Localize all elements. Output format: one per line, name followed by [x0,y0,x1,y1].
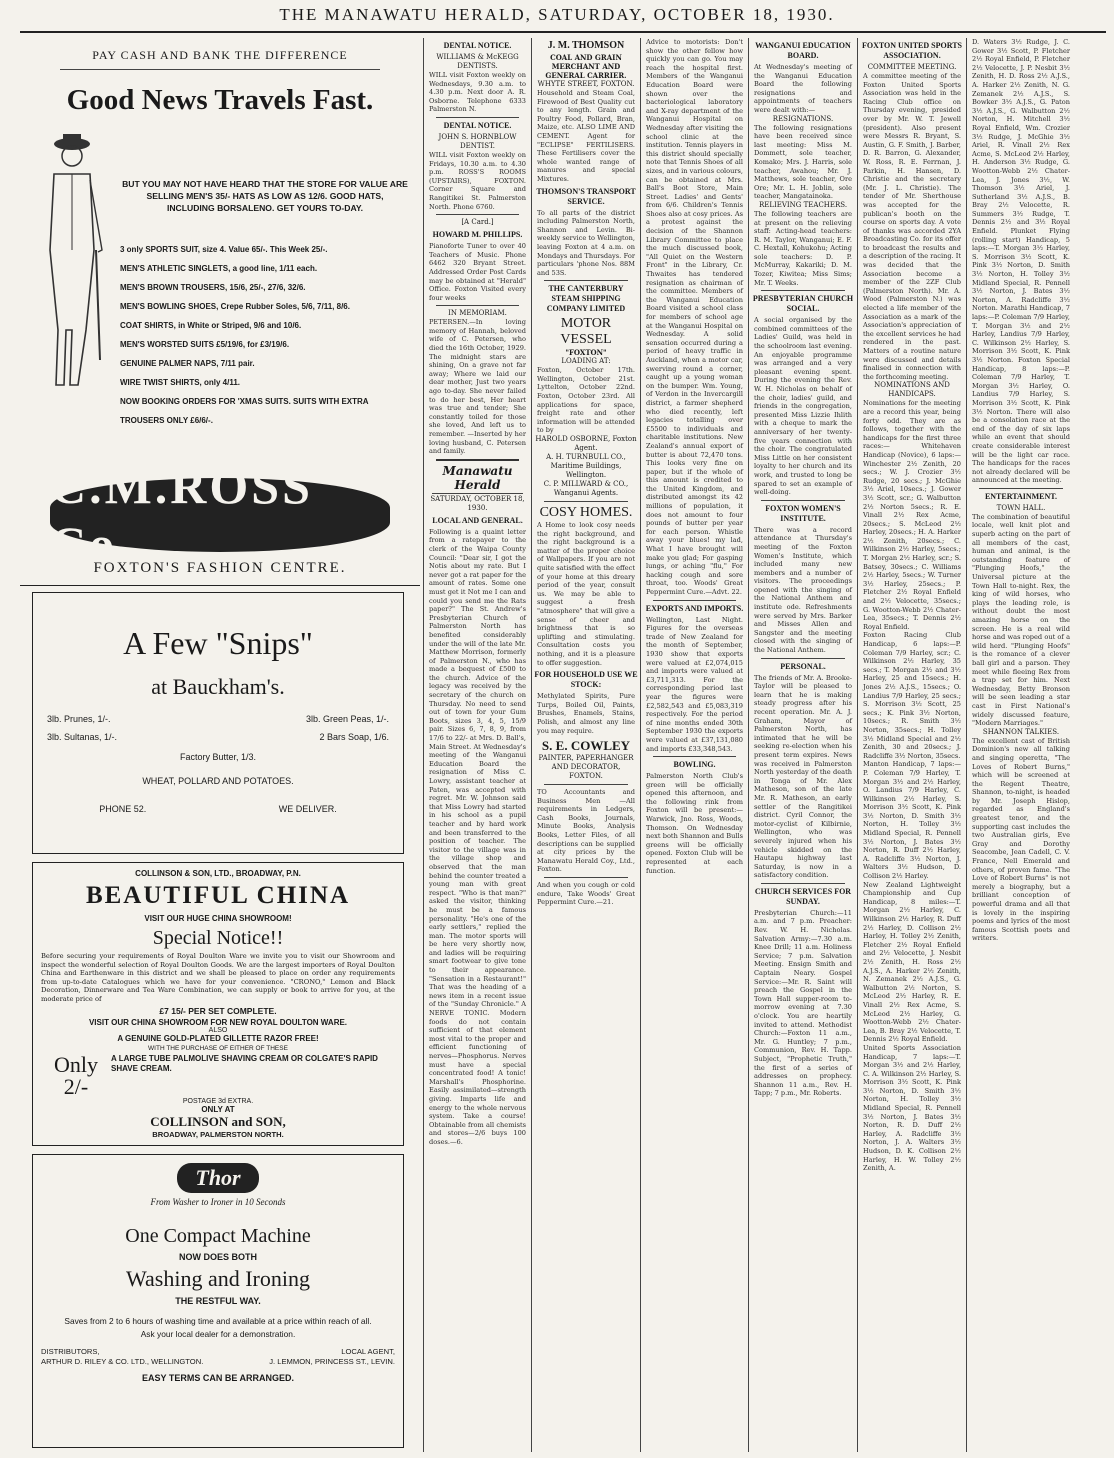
ross-item: WIRE TWIST SHIRTS, only 4/11. [120,378,241,387]
column-6 [751,38,855,1452]
column-rule [423,38,424,1452]
divider [544,877,628,878]
divider [60,69,380,70]
thor-washing-ironing: Washing and Ironing [126,1266,310,1291]
bauckham-item: 3lb. Green Peas, 1/-. [305,714,389,724]
column-3 [426,38,529,1452]
ross-item: MEN'S BOWLING SHOES, Crepe Rubber Soles, 5/6, 7/11, 8/6. [120,302,350,311]
thor-ask: Ask your local dealer for a demonstration. [140,1329,296,1339]
divider [761,500,845,501]
thor-logo [177,1163,258,1193]
thomson-body: Household and Steam Coal, Firewood of Best Quality cut to any length. Grain and Poultry Food, Pollard, Bran, Maize, etc. ALSO LIME AND CEMENT. Agent for "ECLIPSE" FERTILISERS. These Fertilisers cover the whole wanted range of manures and special Mixtures. [537,89,635,183]
divider [544,280,628,281]
united-body: United Sports Association Handicap, 7 laps:—T. Morgan 3½ and 2½ Harley, C. A. Wilkinson 2½ Harley, S. Morrison 3½ Scott, K. Pink 3½ Norton, D. Smith 3½ Norton, H. Tolley 3½ Midland Special, R. Pennell 3½ Norton, J. Bates 3½ Norton, R. D. Duff 2½ Harley, A. Radcliffe 3½ Norton, J. A. Walters 3½ Hudson, D. K. Collison 2½ Harley, H. W. Tolley 2½ Zenith, A. [863,1043,961,1173]
collinson-postage: POSTAGE 3d EXTRA. [182,1097,254,1105]
collinson-also: ALSO [208,1026,228,1034]
millward: C. P. MILLWARD & CO., Wanganui Agents. [543,480,629,498]
divider [653,600,736,601]
thor-distributors [41,1347,211,1367]
church-body: Presbyterian Church:—11 a.m. and 7 p.m. Preacher: Rev. W. H. Nicholas. Salvation Army:—7.30 a.m. Knee Drill; 11 a.m. Holiness Service; 7 p.m. Salvation Meeting. Ensign Smith and Captain Neary. Gospel Service:—Mr. R. Saint will preach the Gospel in the Town Hall supper-room to-morrow evening at 7.30 o'clock. You are heartily invited to attend. Methodist Church:—Foxton 11 a.m., Mr. G. Huntley; 7 p.m., Communion, Rev. H. Tapp. Subject, "Prophetic Truth," the first of a series of addresses on prophecy. Shannon 11 a.m., Rev. H. Tapp; 7 p.m., Mr. Roberts. [754,908,852,1098]
collinson-offer: A LARGE TUBE PALMOLIVE SHAVING CREAM OR COLGATE'S RAPID SHAVE CREAM. [111,1053,378,1073]
dental-notice-1-firm: WILLIAMS & McKEGG DENTISTS. [436,53,519,70]
transport-head: THOMSON'S TRANSPORT SERVICE. [536,186,636,206]
column-7 [860,38,964,1452]
collinson-only: Only [54,1051,98,1077]
column-4 [534,38,638,1452]
committee-head: COMMITTEE MEETING. [867,63,957,71]
phillips-name: HOWARD M. PHILLIPS. [432,230,523,240]
turnbull: A. H. TURNBULL CO., Maritime Buildings, Wellington. [546,453,626,480]
wanganui-body: At Wednesday's meeting of the Wanganui Education Board the following resignations and appointments of teachers were dealt with:— [754,63,852,114]
thor-terms: EASY TERMS CAN BE ARRANGED. [141,1373,294,1383]
divider [544,784,628,785]
bowling-body: Palmerston North Club's green will be officially opened this afternoon, and the following rink from Foxton will be present:—Warwick, Jno. Ross, Woods, Thomson. On Wednesday next both Shannon and Bulls greens will be officially opened. Foxton Club will be represented at each function. [646,772,743,875]
column-rule [531,38,532,1452]
memoriam-head: IN MEMORIAM. [448,309,507,318]
ads-column [20,38,420,1452]
sports-body: A committee meeting of the Foxton United Sports Association was held in the Racing Club office on Thursday evening, presided over by Mr. W. T. Jewell (president). Also present were Messrs R. Bryant, S. Austin, G. F. Smith, J. Barber, D. R. Barron, G. Alexander, W. Ross, R. E. Ferrnan, J. Parkin, H. Hansen, D. Christie and the secretary (Mr. J. L. Christie). The tender of Mr. Sherthouse was accepted for the publican's booth on the course on sports day. A vote of thanks was accorded 2YA Broadcasting Co. for its offer to broadcast the results and a description of the racing. It was decided that the Association become a member of the 2ZF Club (Palmerston North). Mr. A. Wood (Palmerston N.) was elected a life member of the Association as a mark of the Association's appreciation of the excellent services he had rendered in the past. Matters of a routine nature were discussed and details finalised in connection with the forthcoming meeting. [863,72,961,381]
cough-notice: And when you cough or cold endure, Take Woods' Great Peppermint Cure.—21. [537,881,635,907]
collinson-advert [32,862,404,1146]
wanganui-head: WANGANUI EDUCATION BOARD. [755,41,851,60]
collinson-with: WITH THE PURCHASE OF EITHER OF THESE [148,1044,288,1052]
womens-institute-body: There was a record attendance at Thursday's meeting of the Foxton Women's Institute, which included many new members and a number of visitors. The proceedings opened with the singing of the National Anthem and institute ode. Refreshments were served by Mrs. Barker and Misses Allen and Sangster and the meeting closed with the singing of the National Anthem. [754,525,852,655]
racing-club-body: Foxton Racing Club Handicap, 6 laps:—P. Coleman 7/9 Harley, scr.; C. Wilkinson 2½ Harley, 35 secs.; T. Morgan 2½ and 3½ Harley, 25 and 15secs.; H. Jones 2½ A.J.S., 15secs.; O. Landius 7/9 Harley, 25 secs.; S. Morrison 3½ Scott, 25 secs.; K. Pink 3½ Norton, 10secs.; R. Smith 3½ Norton, 35secs.; H. Tolley 3½ Midland Special and 2½ Zenith, 30 and 20secs.; J. Radcliffe 3½ Norton, 35secs. [863,631,961,760]
bauckham-headline: A Few "Snips" [123,625,313,661]
ross-advert [20,38,420,586]
bauckham-deliver: WE DELIVER. [278,804,337,814]
memoriam-body: PETERSEN.—In loving memory of Hannah, beloved wife of C. Petersen, who died the 16th October, 1929. The midnight stars are shining, On a grave not far away; Where we laid our dear mother, Just two years ago to-day. She never failed to do her best, Her heart was true and tender; She constantly toiled for those she loved, And left us to remember. —Inserted by her loving husband, C. Petersen and family. [429,318,526,456]
ross-tagline: FOXTON'S FASHION CENTRE. [93,560,347,576]
household-body: Methylated Spirits, Pure Turps, Boiled Oil, Paints, Brushes, Enamels, Stains, Polish, and almost any line you may require. [537,692,635,735]
ross-advert-items [120,240,410,430]
thor-body: Saves from 2 to 6 hours of washing time and available at a price within reach of all. [64,1316,372,1326]
collinson-price: £7 15/- PER SET COMPLETE. [159,1005,277,1016]
collinson-price2: 2/- [63,1073,89,1099]
divider [436,214,519,215]
thomson-name: J. M. THOMSON [547,40,625,51]
ross-item: GENUINE PALMER NAPS, 7/11 pair. [120,359,255,368]
bauckham-item: 3lb. Prunes, 1/-. [47,714,111,724]
relieving-body: The following teachers are at present on the relieving staff: Acting-head teachers: R. M. Taylor, Wanganui; E. F. C. Hextall, Kohukohu; Acting sole teachers: D. P. McMurray, Kakariki; D. M. Tozer, Kiwitea; Miss Sims; Mr. T. Weeks. [754,209,852,287]
thor-advert [32,1154,404,1448]
nominations-head: NOMINATIONS AND HANDICAPS. [874,381,950,399]
accountants-notice: TO Accountants and Business Men —All requirements in Ledgers, Cash Books, Journals, Minute Books, Analysis Books, Letter Files, of all descriptions can be supplied at city prices by the Manawatu Herald Coy., Ltd., Foxton. [537,788,635,874]
exports-head: EXPORTS AND IMPORTS. [645,603,744,613]
ross-item: MEN'S BROWN TROUSERS, 15/6, 25/-, 27/6, 32/6. [120,283,306,292]
town-hall-body: The combination of beautiful locale, well knit plot and superb acting on the part of all members of the cast, human and animal, is the outstanding feature of "Plunging Hoofs," the Universal picture at the Town Hall to-night. Rex, the king of wild horses, who plays the leading role, is without doubt the most amazing horse on the screen. He is a real wild horse and was roped out of a wild herd. "Plunging Hoofs" is the romance of a clever ball girl and a parson. They meet while fleeing Rex from a trap set for him. Next Wednesday, Betty Bronson will be seen leading a star cast in First National's widely discussed feature, "Modern Marriages." [972,512,1070,728]
divider [436,305,519,306]
resignations-body: The following resignations have been received since last meeting: Miss M. Dommett, sole teacher, Komako; Mrs. J. Harris, sole teacher, Awahou; Mr. J. Matthews, sole teacher, Ore Ore; Mr. L. H. Joblin, sole teacher, Mangatainoka. [754,123,852,201]
thor-logo-block [41,1159,395,1221]
column-8-body: D. Waters 3½ Rudge, J. C. Gower 3½ Scott, P. Fletcher 2½ Royal Enfield, P. Fletcher 2½ Velocette, J. P. Nesbit 3½ Zenith, H. D. Ross 2½ A.J.S., A. Harker 2½ Zenith, N. G. Zemanek 2½ A.J.S., S. Bowker 3½ A.J.S., G. Paton 3½ A.J.S., G. Walbutton 2½ Norton, H. Mitchell 3½ Royal Enfield, Wm. Crozier 3½ Rudge, J. McGhie 3½ Ariel, R. Vinall 2½ Rex Acme, S. McLeod 2½ Harley, H. Anderson 3½ Rudge, G. Wootton-Webb 2½ Chater-Lea, J. Jones 3½, W. Thomson 3½ Ariel, J. Sutherland 3½ A.J.S., B. Bray 2½ Velocette, R. Summers 3½ Rudge, T. Dennis 2½ and 3½ Royal Enfield. Plunket Flying (rolling start) Handicap, 5 laps:—T. Morgan 3½ Harley, S. Morrison 3½ Scott, K. Pink 3½ Norton, D. Smith 3½ Norton, H. Tolley 3½ Midland Special, R. Pennell 3½ Norton, J. Bates 3½ Norton, A. Radcliffe 3½ Norton. Marathi Handicap, 7 laps:—P. Coleman 7/9 Harley, T. Morgan 3½ and 2½ Harley, Landius 7/9 Harley, C. Wilkinson 2½ Harley, S. Morrison 3½ Scott, K. Pink 3½ Norton. Foxton Special Handicap, 8 laps:—P. Coleman 7/9 Harley, T. Morgan 3½ Harley, O. Landius 7/9 Harley, S. Morrison 3½ Scott, K. Pink 3½ Norton. There will also be a consolation race at the end of the day of six laps while an event that should create considerable interest will be the light car race. The handicaps for the races not already declared will be announced at the meeting. [972,38,1070,485]
masthead-title: THE MANAWATU HERALD, SATURDAY, OCTOBER 18, 1930. [279,5,835,24]
ross-item: MEN'S ATHLETIC SINGLETS, a good line, 1/11 each. [120,264,318,273]
loading-body: Foxton, October 17th. Wellington, October 21st. Lyttelton, October 22nd. Foxton, October 23rd. All applications for space, freight rate and other information will be attended to by [537,366,635,435]
cowley-sub: PAINTER, PAPERHANGER AND DECORATOR, FOXTON. [538,754,634,781]
ross-item: 3 only SPORTS SUIT, size 4. Value 65/-. This Week 25/-. [120,245,328,254]
bauckham-item: 2 Bars Soap, 1/6. [319,732,389,742]
relieving-head: RELIEVING TEACHERS. [758,200,848,209]
ross-item: MEN'S WORSTED SUITS £5/19/6, for £3/19/6. [120,340,290,349]
bauckham-row [33,714,403,724]
thomson-sub: COAL AND GRAIN MERCHANT AND GENERAL CARRIER. [545,53,627,80]
dental-notice-2-head: DENTAL NOTICE. [443,120,512,130]
presbyterian-body: A social organised by the combined committees of the Ladies' Guild, was held in the schoolroom last evening. An enjoyable programme was arranged and a very pleasant evening spent. During the evening the Rev. W. H. Nicholas on behalf of the choir, ladies' guild, and friends in the congregation, presented Miss Lizzie Ihlith with a cheque to mark the anniversary of her twenty-five years connection with the choir. The congratulated Miss Little on her consistent loyalty to her church and its work, and trusted to long be spared to set an example of well-doing. [754,316,852,497]
divider [436,117,519,118]
collinson-razor: A GENUINE GOLD-PLATED GILLETTE RAZOR FREE! [117,1033,319,1043]
column-rule [748,38,749,1452]
ross-advert-intro: BUT YOU MAY NOT HAVE HEARD THAT THE STORE FOR VALUE ARE SELLING MEN'S 35/- HATS AS LOW AS 12/6. GOOD HATS, INCLUDING BORSALENO. GET YOURS TO-DAY. [122,179,408,213]
ross-advert-topline: PAY CASH AND BANK THE DIFFERENCE [92,48,348,62]
thor-agent-label: LOCAL AGENT, [341,1347,395,1356]
bauckham-item: 3lb. Sultanas, 1/-. [47,732,118,742]
collinson-body: Before securing your requirements of Royal Doulton Ware we invite you to visit our Showroom and inspect the wonderful selection of Royal Doulton Goods. We are the largest importers of Royal Doulton China and Earthenware in this district and we shall be pleased to place on order any requirements from up-to-date Catalogues which we have for your convenience. "CRONO," Lemon and Black Decoration, Dinnerware and Tea Ware Combination, we can supply or book to arrive for you, at the moderate price of [41,952,395,1003]
dental-notice-2-firm: JOHN S. HORNBLOW DENTIST. [438,132,517,150]
bauckham-item: WHEAT, POLLARD AND POTATOES. [142,776,294,786]
divider [544,501,628,502]
bowling-head: BOWLING. [673,760,716,770]
ross-logo-text: C.M.ROSS Co [50,458,313,572]
bauckham-row [33,732,403,742]
column-5 [643,38,746,1452]
divider [979,488,1063,489]
local-general-body: Following is a quaint letter from a ratepayer to the clerk of the Waipa County Council: "Dear sir, I got the Notis about my rate. But I never got a rat paper for the amount of rates. Some one must get it Not me I can and could you send me the Rats paper?" The St. Andrew's Presbyterian Church of Palmerston North has benefited considerably under the will of the late Mr. Matthew Morrison, formerly of Palmerston N., who has made a bequest of £500 to the church. Advice of the legacy was received by the secretary of the church on Thursday. No need to send out of town for your Gum Boots, sizes 3, 4, 5, 15/9 pair. Sizes 6, 7, 8, 9, from 17/6 to 22/- at Mrs. D. Ball's, Main Street. At Wednesday's meeting of the Wanganui Education Board the resignation of Miss C. Lowry, assistant teacher at Paten, was accepted with regret. Mr. W. Johnson said that Miss Lowry had started in his school as a pupil teacher and by hard work and been transferred to the position of teacher. The visitor to the village was in the village shop and observed that the man behind the counter treated a young man with great respect. "Who is that man?" asked the visitor, thinking he must be a famous personality. "He's one of the early settlers," replied the man. The motor sports will be here very shortly now, and ladies will be requiring smart footwear to give tone to their appearance. "Sensation in a Restaurant!" That was the heading of a news item in a recent issue of the "Sunday Chronicle." A NERVE TONIC. Modern foods do not contain sufficient of that element most vital to the proper and efficient functioning of nerves—Phosphorus. Nerves must have a special concentrated food! A tonic! Marshall's Phosphorine. Easily assimilated—strength giving. Imparts life and energy to the whole nervous system. Take a course! Obtainable from all chemists and stores—2/6 buys 100 doses.—6. [429,527,526,1146]
ross-item: COAT SHIRTS, in White or Striped, 9/6 and 10/6. [120,321,302,330]
motor-vessel: MOTOR VESSEL [560,316,612,348]
masthead [0,0,1114,34]
bauckham-advert [32,592,404,854]
vessel-name: "FOXTON" [565,348,607,358]
collinson-offer-row [41,1051,395,1099]
exports-body: Wellington, Last Night. Figures for the overseas trade of New Zealand for the month of September, 1930 show that exports were valued at £2,074,015 and imports were valued at £3,711,313. For the corresponding period last year the figures were £2,582,543 and £5,083,319 respectively. For the period of nine months ended 30th September 1930 the exports were valued at £37,131,080 and imports £33,348,543. [646,615,743,753]
column-8 [969,38,1073,1452]
bauckham-at: at Bauckham's. [151,674,285,699]
thor-logo-text: Thor [195,1165,241,1190]
paper-nameplate: Manawatu Herald [442,463,513,492]
local-general-head: LOCAL AND GENERAL. [432,515,523,525]
thor-agent [225,1347,395,1367]
masthead-rule [20,31,1106,33]
manton-body: Manton Handicap, 7 laps:—P. Coleman 7/9 Harley, T. Morgan 3½ and 2½ Harley, O. Landius 7/9 Harley, C. Wilkinson 2½ Harley, S. Morrison 3½ Scott, K. Pink 3½ Norton, D. Smith 3½ Norton, H. Tolley 3½ Midland Special, R. Pennell 3½ Norton, J. Bates 3½ Norton, R. Duff 2½ Harley, A. Radcliffe 3½ Norton, J. Walters 3½ Hudson, D. Collison 2½ Harley. [863,760,961,881]
collinson-notice: Special Notice!! [152,927,284,949]
nominations-body: Nominations for the meeting are a record this year, being forty odd. They are as follows, together with the handicaps for the first three races:— Whitehaven Handicap (Novice), 6 laps:—Winchester 2½ Zenith, 20 secs.; W. J. Crozier 3½ Rudge, 20 secs.; J. McGhie 3½ Ariel, 10secs.; J. Gower 3½ Scott, scr.; G. Walbutton 2½ Norton 5secs.; R. E. Vinall 2½ Rex Acme, 20secs.; S. McLeod 2½ Harley, 20secs.; H. A. Harker 2½ Zenith, 20secs.; C. Wilkinson 2½ Harley, 5secs.; T. Morgan 2½ Harley, scr.; S. Batsey, 30secs.; C. Williams 2½ Harley, 5secs.; W. Turner 3½ Harley, 25secs.; P. Fletcher 2½ Royal Enfield and 2½ Velocette, 35secs.; G. Wootton-Webb 2½ Chater-Lea, 35secs.; T. Dennis 2½ Royal Enfield. [863,399,961,631]
cosy-homes-head: COSY HOMES. [539,505,633,521]
paper-date: SATURDAY, OCTOBER 18, 1930. [430,494,525,512]
loading-label: LOADING AT: [561,357,611,366]
town-hall-head: TOWN HALL. [996,503,1046,512]
household-head: FOR HOUSEHOLD USE WE STOCK: [534,670,638,690]
canterbury-head: THE CANTERBURY STEAM SHIPPING COMPANY LIMITED [546,284,626,314]
thor-dist: ARTHUR D. RILEY & CO. LTD., WELLINGTON. [41,1357,204,1366]
thor-distributors-row [41,1347,395,1367]
column-5-body: Advice to motorists: Don't show the other fellow how quickly you can go. You may reach the hospital first. Members of the Wanganui Education Board were shown over the bacteriological laboratory and X-ray department of the Wanganui Hospital on Wednesday after visiting the school clinic at the institution. Tennis players in this district should specially note that Tennis Shoes of all sizes, and in various colours, can be obtained at Mrs. Ball's Boot Store, Main Street. Ladies' and Gents' from 6/6. Children's Tennis Shoes also at cosy prices. As a protest against the decision of the Shannon Library Committee to place the much discussed book, "All Quiet on the Western Front" in the Library, Cr. Thwaites has tendered resignation as chairman of the committee. Members of the Wanganui Education Board visited a school class for members of school age at the Wanganui Hospital on Wednesday. A solid sensation occurred during a period of heavy traffic in Auckland, when a motor car, swerving round a corner, caught up a young woman on the bumper. Wm. Young, of Verdon in the Invercargill district, a farmer shepherd who died recently, left legacies totalling over £5500 to individuals and charitable institutions. New Zealand's annual export of butter is about 72,470 tons. This looks very fine on paper, but if the whole of this amount is credited to the United Kingdom, and distributed amongst its 42 millions of population, it does not amount to four pounds of butter per year for each person. Whistle away your blues! my lad, What I have brought will make you glad; For gasping lungs, or aching "flu," For hacking cough and sore throat, too. Woods' Great Peppermint Cure.—Advt. 22. [646,38,743,596]
shannon-body: The excellent cast of British Dominion's new all talking and singing operetta, "The Loves of Robert Burns," which will be screened at the Regent Theatre, Shannon, to-night, is headed by Mr. Joseph Hislop, regarded as England's greatest tenor, and the supporting cast includes the two Australian girls, Eve Gray and Dorothy Seacombe, Jean Cadell, C. V. France, Nell Emerald and others, of proven fame. "The Love of Robert Burns" is not merely a biography, but a brilliant conception of powerful drama and all that is lovely in the inspiring poems and lyrics of the most famous Scottish poets and writers. [972,736,1070,943]
bauckham-phone: PHONE 52. [99,804,147,814]
bauckham-item: Factory Butter, 1/3. [179,752,257,762]
dental-notice-2-body: WILL visit Foxton weekly on Fridays, 10.30 a.m. to 4.30 p.m. ROSS'S ROOMS (UPSTAIRS), FOXTON. Corner Square and Rangitikei St. Palmerston North. Phone 6760. [429,150,526,211]
divider [761,290,845,291]
thor-caption: From Washer to Ironer in 10 Seconds [150,1197,286,1207]
divider [761,883,845,884]
collinson-headline: BEAUTIFUL CHINA [85,882,351,909]
womens-institute-head: FOXTON WOMEN'S INSTITUTE. [765,503,841,523]
card-label: [A Card.] [461,218,494,227]
transport-body: To all parts of the district including Palmerston North, Shannon and Levin. Bi-weekly service to Wellington, leaving Foxton at 4 a.m. on Mondays and Thursdays. For particulars 'phone Nos. 88M and 53S. [537,208,635,277]
collinson-visit: VISIT OUR HUGE CHINA SHOWROOM! [144,914,292,923]
column-rule [857,38,858,1452]
thor-headline: One Compact Machine [125,1225,311,1247]
ross-advert-headline: Good News Travels Fast. [66,84,374,116]
lightweight-body: New Zealand Lightweight Championship and Cup Handicap, 8 miles:—T. Morgan 2½ Harley, C. Wilkinson 2½ Harley, R. Duff 2½ Harley, D. Collison 2½ Harley, H. Tolley 2½ Zenith, Fletcher 2½ Royal Enfield and 2½ Velocette, J. Nesbit 2½ Zenith, H. Ross 2½ A.J.S., A. Harker 2½ Zenith, N. Zemanek 2½ A.J.S., G. Walbutton 2½ Norton, S. McLeod 2½ Harley, R. E. Vinall 2½ Rex Acme, S. McLeod 2½ Harley, G. Wootton-Webb 2½ Chater-Lea, B. Bray 2½ Velocette, T. Dennis 2½ Royal Enfield. [863,880,961,1044]
collinson-only-block [41,1051,111,1099]
collinson-callat: ONLY AT [201,1104,235,1114]
thor-restful: THE RESTFUL WAY. [175,1296,261,1306]
thor-agent-name: J. LEMMON, PRINCESS ST., LEVIN. [269,1357,395,1366]
collinson-address: BROADWAY, PALMERSTON NORTH. [152,1129,284,1139]
man-figure-icon [36,130,108,392]
man-illustration [36,130,108,392]
sports-head: FOXTON UNITED SPORTS ASSOCIATION. [861,41,963,60]
collinson-visit2: VISIT OUR CHINA SHOWROOM FOR NEW ROYAL DOULTON WARE. [88,1017,348,1027]
column-rule [640,38,641,1452]
collinson-firm: COLLINSON and SON, [150,1113,286,1129]
church-head: CHURCH SERVICES FOR SUNDAY. [754,886,852,906]
cosy-homes-body: A Home to look cosy needs the right background, and the right background is a matter of the proper choice of Wallpapers. If you are not quite satisfied with the effect of your home at this dreary period of the year, consult us. We may be able to suggest a fresh "atmosphere" that will give a sense of cheer and brightness that is so uplifting and stimulating. Consultation costs you nothing, and it is a pleasure to offer suggestion. [537,521,635,667]
shannon-head: SHANNON TALKIES. [982,727,1060,736]
divider [436,459,519,461]
dental-notice-1-head: DENTAL NOTICE. [443,41,512,50]
divider [432,493,523,494]
bauckham-row [33,804,403,814]
presbyterian-head: PRESBYTERIAN CHURCH SOCIAL. [752,294,854,314]
dental-notice-1-body: WILL visit Foxton weekly on Wednesdays, 9.30 a.m. to 4.30 p.m. Next door A. R. Osborne. Telephone 6333 Palmerston N. [429,71,526,114]
phillips-body: Pianoforte Tuner to over 40 Teachers of Music. Phone 6462 320 Bryant Street. Addressed Order Post Cards may be obtained at "Herald" Office. Foxton Visited every four weeks [429,242,526,302]
cowley-name: S. E. COWLEY [541,738,631,754]
ross-item: NOW BOOKING ORDERS FOR 'XMAS SUITS. SUITS WITH EXTRA TROUSERS ONLY £6/6/-. [120,397,369,425]
osborne: HAROLD OSBORNE, Foxton Agent. [535,435,637,453]
personal-body: The friends of Mr. A. Brooke-Taylor will be pleased to learn that he is making steady progress after his recent operation. Mr. A. J. Graham, Mayor of Palmerston North, has intimated that he will be seeking re-election when his present term expires. News was received in Palmerston North yesterday of the death in Tonga of Mr. Alex Matheson, son of the late Mr. R. Matheson, an early settler of the Rangitikei district. Cyril Connor, the motor-cyclist of Kilbirnie, Wellington, who was severely injured when his vehicle skidded on the Hautapu highway last Saturday, is now in a satisfactory condition. [754,673,852,880]
column-rule [966,38,967,1452]
resignations-head: RESIGNATIONS. [772,114,834,123]
divider [761,658,845,659]
entertainment-head: ENTERTAINMENT. [984,491,1058,501]
collinson-topline: COLLINSON & SON, LTD., BROADWAY, P.N. [135,869,301,878]
thomson-address: WHYTE STREET, FOXTON. [537,80,635,88]
personal-head: PERSONAL. [780,661,826,671]
thor-dist-label: DISTRIBUTORS, [41,1347,100,1356]
divider [653,756,736,757]
thor-now: NOW DOES BOTH [179,1252,257,1262]
